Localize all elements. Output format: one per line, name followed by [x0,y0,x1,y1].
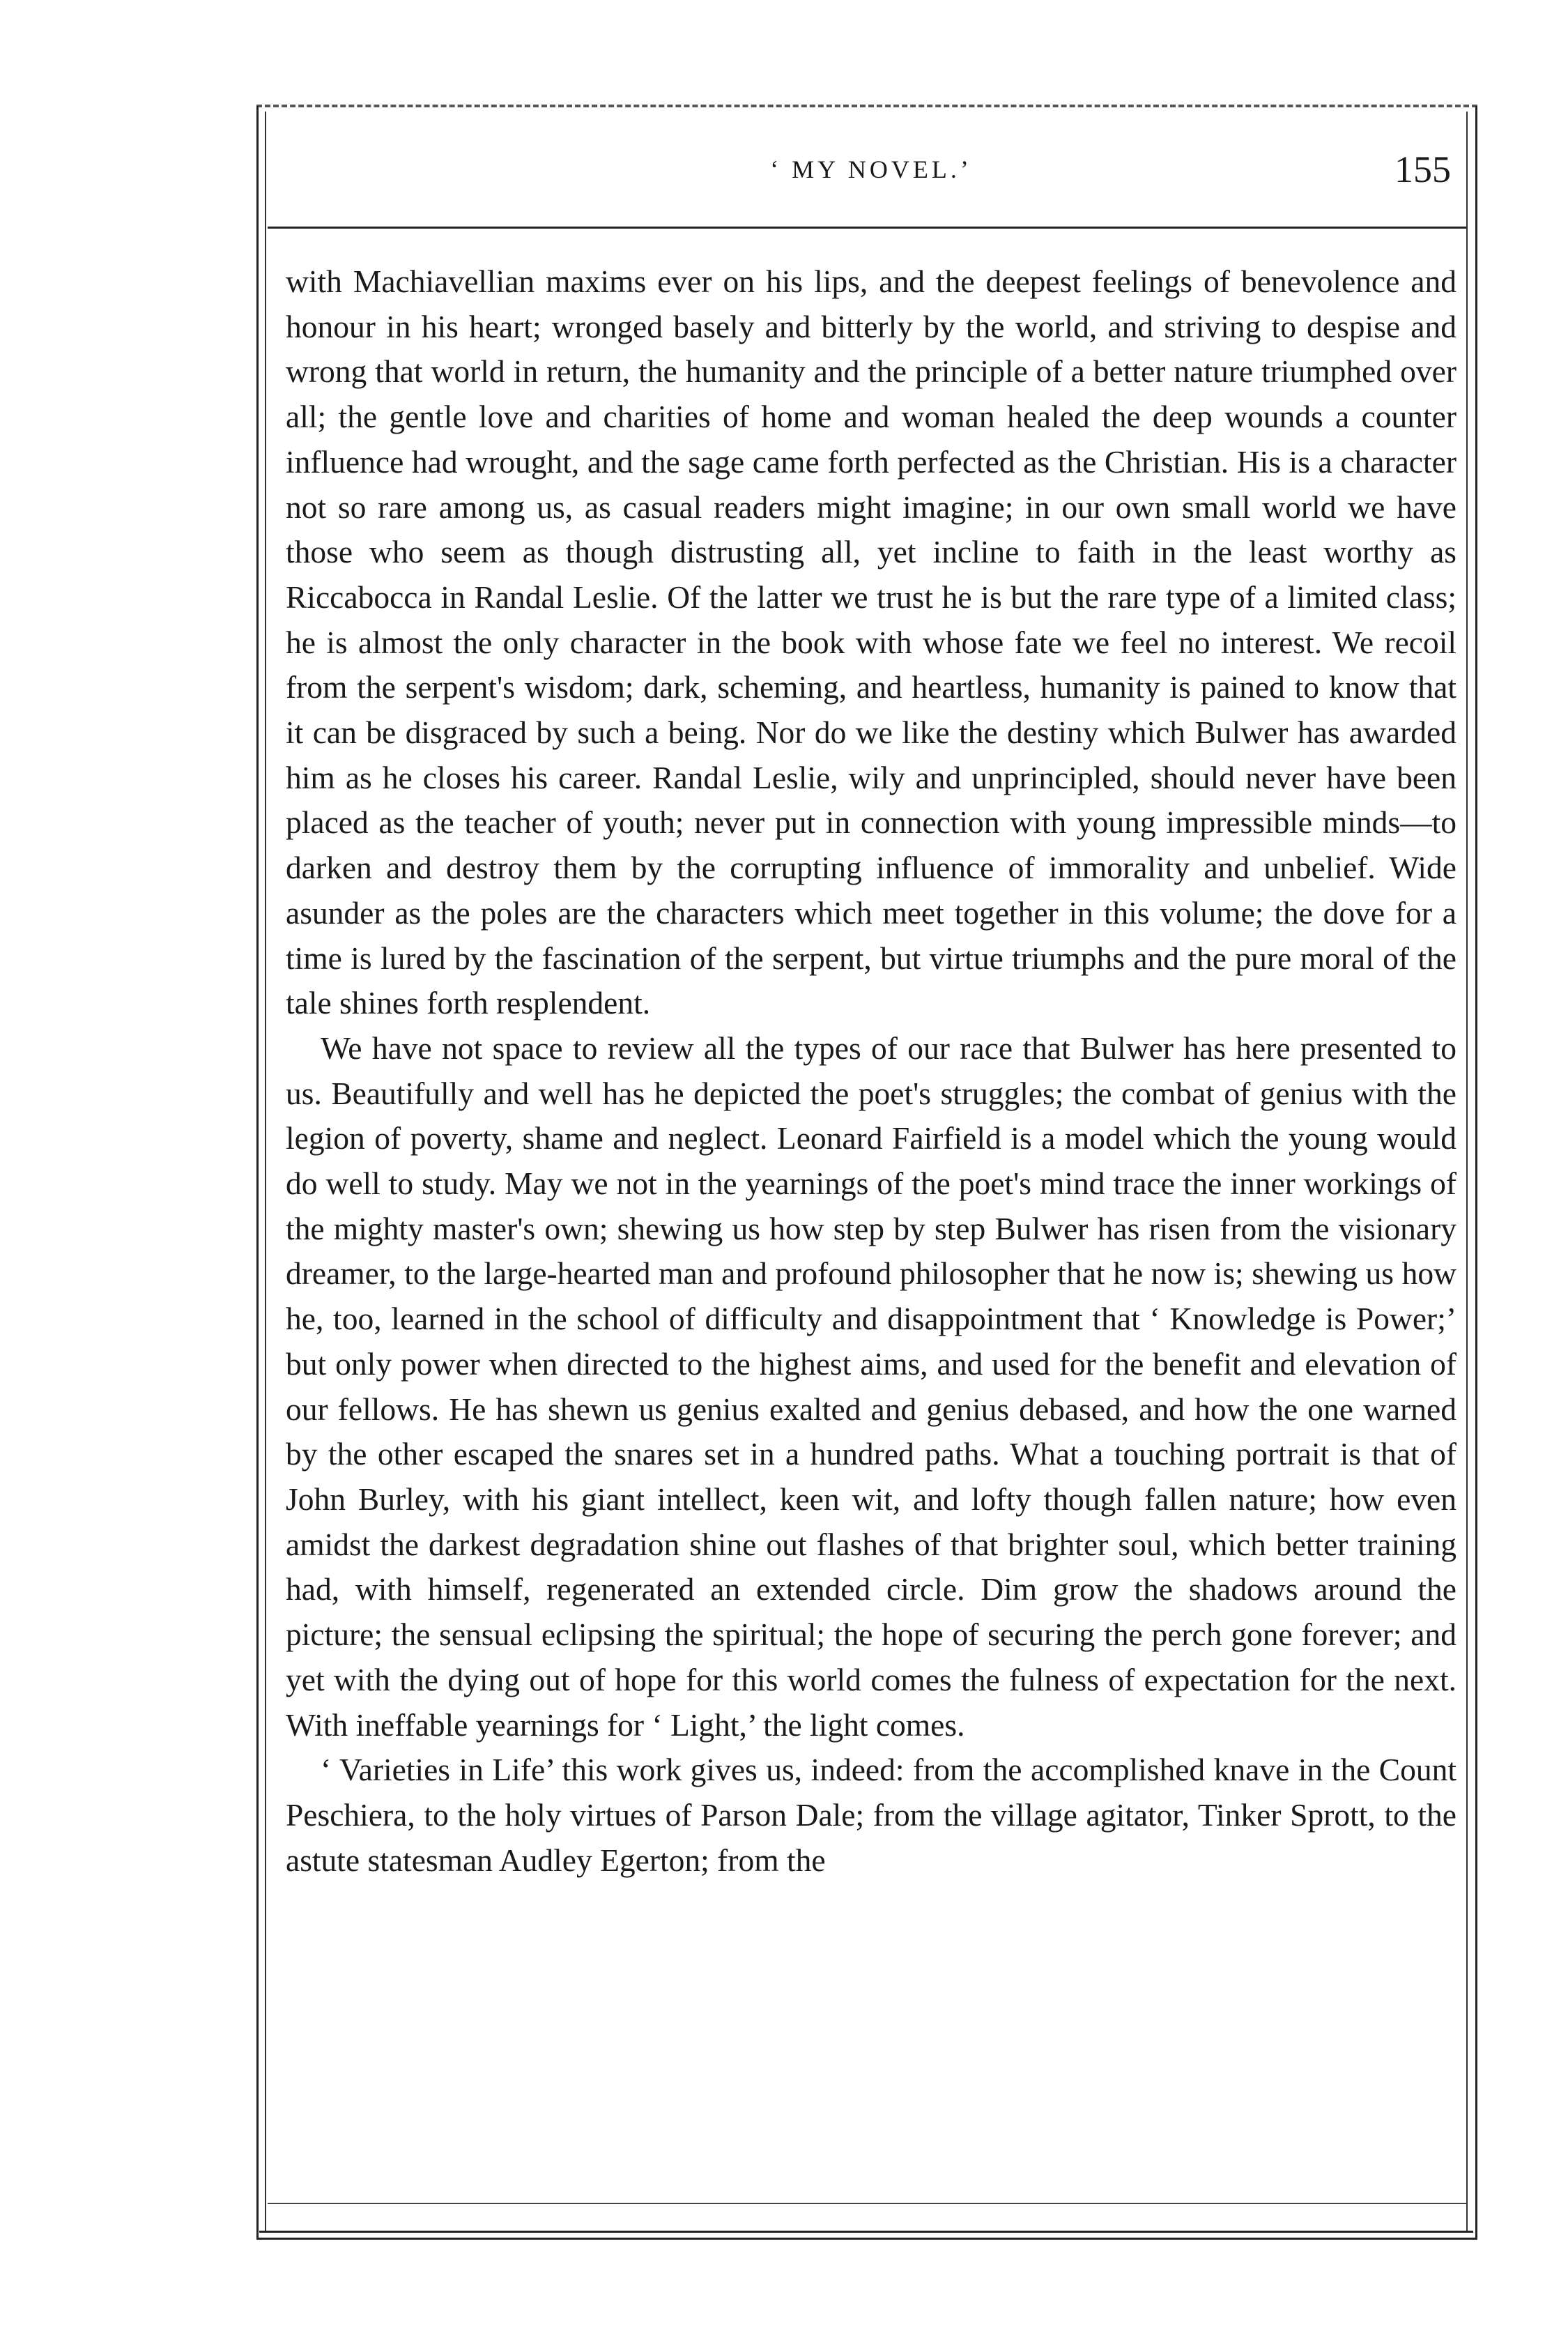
header-rule [268,227,1466,229]
page-number: 155 [1394,148,1451,190]
footer-rule [268,2203,1466,2204]
page-header [286,139,1456,216]
paragraph-1: with Machiavellian maxims ever on his lips, and the deepest feelings of benevolence and honour in his heart; wronged basely and bitterly by the world, and striving to despise and wrong that world in return, the humanity and the principle of a better nature triumphed over all; the gentle love and charities of home and woman healed the deep wounds a counter influence had wrought, and the sage came forth perfected as the Christian. His is a character not so rare among us, as casual readers might imagine; in our own small world we have those who seem as though distrusting all, yet incline to faith in the least worthy as Riccabocca in Randal Leslie. Of the latter we trust he is but the rare type of a limited class; he is almost the only character in the book with whose fate we feel no interest. We recoil from the serpent's wisdom; dark, scheming, and heartless, humanity is pained to know that it can be disgraced by such a being. Nor do we like the destiny which Bulwer has awarded him as he closes his career. Randal Leslie, wily and unprincipled, should never have been placed as the teacher of youth; never put in connection with young impressible minds—to darken and destroy them by the corrupting influence of immorality and unbelief. Wide asunder as the poles are the characters which meet together in this volume; the dove for a time is lured by the fascination of the serpent, but virtue triumphs and the pure moral of the tale shines forth resplendent. [286,263,1456,1021]
paragraph-2: We have not space to review all the types of our race that Bulwer has here presented to us. Beautifully and well has he depicted the poet's struggles; the combat of genius with the legion of poverty, shame and neglect. Leonard Fairfield is a model which the young would do well to study. May we not in the yearnings of the poet's mind trace the inner workings of the mighty master's own; shewing us how step by step Bulwer has risen from the visionary dreamer, to the large-hearted man and profound philosopher that he now is; shewing us how he, too, learned in the school of difficulty and disappointment that ‘ Knowledge is Power;’ but only power when directed to the highest aims, and used for the benefit and elevation of our fellows. He has shewn us genius exalted and genius debased, and how the one warned by the other escaped the snares set in a hundred paths. What a touching portrait is that of John Burley, with his giant intellect, keen wit, and lofty though fallen nature; how even amidst the darkest degradation shine out flashes of that brighter soul, which better training had, with himself, regenerated an extended circle. Dim grow the shadows around the picture; the sensual eclipsing the spiritual; the hope of securing the perch gone forever; and yet with the dying out of hope for this world comes the fulness of expectation for the next. With ineffable yearnings for ‘ Light,’ the light comes. [286,1030,1456,1743]
paragraph-3: ‘ Varieties in Life’ this work gives us, indeed: from the accomplished knave in the Count Peschiera, to the holy virtues of Parson Dale; from the village agitator, Tinker Sprott, to the astute statesman Audley Egerton; from the [286,1752,1456,1878]
body-text [286,259,1456,1883]
footer-rule-bottom [259,2231,1473,2233]
running-title: ‘ MY NOVEL.’ [770,155,972,183]
